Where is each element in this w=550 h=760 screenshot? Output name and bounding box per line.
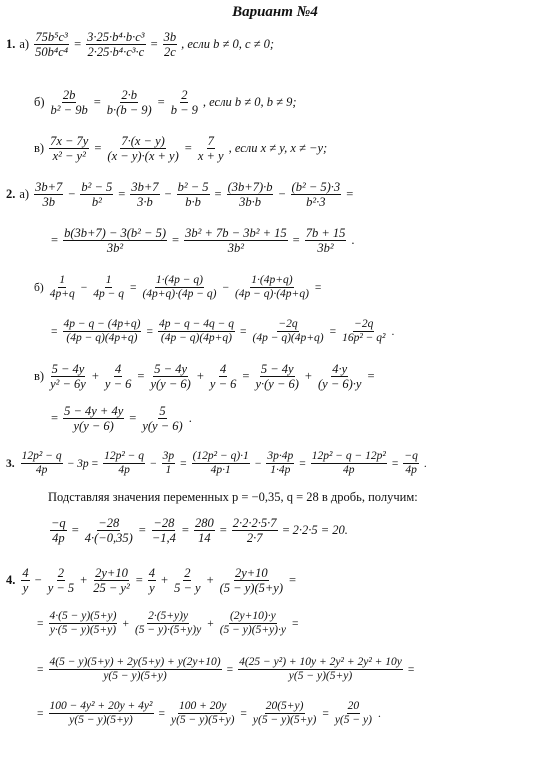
task1-a-row: 1. а) $\frac{\text{75b⁵c³}}{\text{50b⁴c⁴}}$ = $\frac{\text{3·25·b⁴·b·c³}}{\text{2·25·b⁴·c³·c}}$ = $\frac{3b}{2c}$ , если b ≠ 0, c ≠ 0; (6, 30, 275, 60)
fraction: $\frac{2b}{\text{b² − 9b}}$ (50, 88, 88, 118)
fraction: $\frac{5 - 4y}{y(y - 6)}$ (150, 362, 191, 392)
fraction: $\frac{3b}{2c}$ (163, 30, 177, 60)
task1-c-row: в) $\frac{7x - 7y}{\text{x² − y²}}$ = $\frac{7\cdot(x - y)}{(x - y)\cdot(x + y)}$ = $\frac{7}{x + y}$ , если x ≠ y, x ≠ −y; (34, 134, 328, 164)
task2-c-line2: = $\frac{5 - 4y + 4y}{y(y - 6)}$ = $\frac{5}{y(y - 6)}$ . (51, 404, 192, 434)
fraction: $\frac{4}{y}$ (22, 566, 29, 596)
fraction: $\frac{2}{5 - y}$ (174, 566, 201, 596)
task-number: 3. (6, 457, 15, 470)
fraction: $\frac{-2q}{\text{16p² − q²}}$ (342, 318, 386, 345)
fraction: $\frac{(2y+10)\cdot y}{(5 - y)(5+y)\cdot y}$ (219, 610, 286, 637)
fraction: $\frac{1}{4p+q}$ (49, 274, 75, 301)
fraction: $\frac{1\cdot(4p - q)}{(4p+q)\cdot(4p - q)}$ (142, 274, 217, 301)
fraction: $\frac{3p}{1}$ (162, 450, 175, 477)
page-title: Вариант №4 (232, 4, 318, 20)
fraction: $\frac{\text{b² − 5}}{b\cdot b}$ (177, 180, 209, 210)
part-label: б) (34, 95, 45, 110)
task4-line4: = $\frac{\text{100 − 4y² + 20y + 4y²}}{y(5 - y)(5+y)}$ = $\frac{100 + 20y}{y(5 - y)(5+y)}$ = $\frac{20(5+y)}{y(5 - y)(5+y)}$ = $\frac{20}{y(5 - y)}$ . (37, 700, 381, 727)
fraction: $\frac{\text{12p² − q}}{4p}$ (104, 450, 145, 477)
part-label: а) (19, 37, 30, 52)
fraction: $\frac{2\cdot 2\cdot 2\cdot 5\cdot 7}{2\cdot 7}$ (232, 516, 277, 546)
fraction: $\frac{\text{4(25 − y²) + 10y + 2y² + 2y² + 10y}}{y(5 - y)(5+y)}$ (239, 656, 402, 683)
fraction: $\frac{20(5+y)}{y(5 - y)(5+y)}$ (252, 700, 317, 727)
fraction: $\frac{\text{12p² − q − 12p²}}{4p}$ (311, 450, 386, 477)
fraction: $\frac{7\cdot(x - y)}{(x - y)\cdot(x + y)}$ (107, 134, 179, 164)
fraction: $\frac{(3b+7)\cdot b}{3b\cdot b}$ (227, 180, 273, 210)
task4-line3: = $\frac{4(5 - y)(5+y) + 2y(5+y) + y(2y+10)}{y(5 - y)(5+y)}$ = $\frac{\text{4(25 − y²) + 10y + 2y² + 2y² + 10y}}{y(5 - y)(5+y)}$ = (37, 656, 415, 683)
fraction: $\frac{5 - 4y + 4y}{y(y - 6)}$ (64, 404, 124, 434)
task2-a-line2: = $\frac{\text{b(3b+7) − 3(b² − 5)}}{\text{3b²}}$ = $\frac{\text{3b² + 7b − 3b² + 15}}{\text{3b²}}$ = $\frac{7b + 15}{\text{3b²}}$ . (51, 226, 355, 256)
fraction: $\frac{2}{b - 9}$ (170, 88, 198, 118)
fraction: $\frac{2y+10}{(5 - y)(5+y)}$ (219, 566, 284, 596)
fraction: $\frac{2\cdot b}{b\cdot(b - 9)}$ (106, 88, 152, 118)
fraction: $\frac{\text{b(3b+7) − 3(b² − 5)}}{\text{3b²}}$ (64, 226, 167, 256)
task-number: 1. (6, 37, 16, 52)
term: 3p (77, 457, 89, 470)
task1-b-row: б) $\frac{2b}{\text{b² − 9b}}$ = $\frac{2\cdot b}{b\cdot(b - 9)}$ = $\frac{2}{b - 9}$ , если b ≠ 0, b ≠ 9; (34, 88, 297, 118)
fraction: $\frac{4}{y - 6}$ (104, 362, 132, 392)
fraction: $\frac{4}{y}$ (148, 566, 156, 596)
fraction: $\frac{5 - 4y}{\text{y² − 6y}}$ (50, 362, 86, 392)
fraction: $\frac{3b+7}{3b}$ (35, 180, 63, 210)
fraction: $\frac{\text{(12p² − q)·1}}{4p\cdot 1}$ (192, 450, 249, 477)
fraction: $\frac{-2q}{(4p - q)(4p+q)}$ (252, 318, 324, 345)
fraction: $\frac{\text{75b⁵c³}}{\text{50b⁴c⁴}}$ (35, 30, 69, 60)
fraction: $\frac{2}{y - 5}$ (47, 566, 75, 596)
part-label: б) (34, 281, 44, 294)
fraction: $\frac{4\cdot(5 - y)(5+y)}{y\cdot(5 - y)(5+y)}$ (49, 610, 117, 637)
fraction: $\frac{\text{3·25·b⁴·b·c³}}{\text{2·25·b⁴·c³·c}}$ (87, 30, 145, 60)
fraction: $\frac{-q}{4p}$ (404, 450, 418, 477)
fraction: $\frac{3p\cdot 4p}{1\cdot 4p}$ (267, 450, 294, 477)
fraction: $\frac{7b + 15}{\text{3b²}}$ (305, 226, 346, 256)
result: 2·2·5 = 20. (292, 523, 348, 538)
fraction: $\frac{7}{x + y}$ (197, 134, 224, 164)
fraction: $\frac{-28}{4\cdot(-0,35)}$ (84, 516, 133, 546)
part-label: в) (34, 369, 45, 384)
fraction: $\frac{100 + 20y}{y(5 - y)(5+y)}$ (171, 700, 235, 727)
condition: , если x ≠ y, x ≠ −y; (228, 141, 328, 156)
fraction: $\frac{20}{y(5 - y)}$ (334, 700, 372, 727)
task2-a-line1: 2. а) $\frac{3b+7}{3b}$ − $\frac{\text{b² − 5}}{\text{b²}}$ = $\frac{3b+7}{3\cdot b}$ − $\frac{\text{b² − 5}}{b\cdot b}$ = $\frac{(3b+7)\cdot b}{3b\cdot b}$ − $\frac{\text{(b² − 5)·3}}{\text{b²·3}}$ = (6, 180, 354, 210)
fraction: $\frac{4p - q - 4q - q}{(4p - q)(4p+q)}$ (158, 318, 234, 345)
task3-line1: 3. $\frac{\text{12p² − q}}{4p}$ − 3p = $\frac{\text{12p² − q}}{4p}$ − $\frac{3p}{1}$ = $\frac{\text{(12p² − q)·1}}{4p\cdot 1}$ − $\frac{3p\cdot 4p}{1\cdot 4p}$ = $\frac{\text{12p² − q − 12p²}}{4p}$ = $\frac{-q}{4p}$ . (6, 450, 427, 477)
fraction: $\frac{\text{100 − 4y² + 20y + 4y²}}{y(5 - y)(5+y)}$ (49, 700, 153, 727)
fraction: $\frac{4\cdot y}{(y - 6)\cdot y}$ (317, 362, 362, 392)
fraction: $\frac{-q}{4p}$ (51, 516, 66, 546)
part-label: в) (34, 141, 45, 156)
task2-b-line1: б) $\frac{1}{4p+q}$ − $\frac{1}{4p - q}$ = $\frac{1\cdot(4p - q)}{(4p+q)\cdot(4p - q)}$ − $\frac{1\cdot(4p+q)}{(4p - q)\cdot(4p+q)}$ = (34, 274, 322, 301)
fraction: $\frac{1}{4p - q}$ (93, 274, 124, 301)
task4-line1: 4. $\frac{4}{y}$ − $\frac{2}{y - 5}$ + $\frac{2y+10}{\text{25 − y²}}$ = $\frac{4}{y}$ + $\frac{2}{5 - y}$ + $\frac{2y+10}{(5 - y)(5+y)}$ = (6, 566, 297, 596)
task2-b-line2: = $\frac{4p - q - (4p+q)}{(4p - q)(4p+q)}$ = $\frac{4p - q - 4q - q}{(4p - q)(4p+q)}$ = $\frac{-2q}{(4p - q)(4p+q)}$ = $\frac{-2q}{\text{16p² − q²}}$ . (51, 318, 395, 345)
fraction: $\frac{1\cdot(4p+q)}{(4p - q)\cdot(4p+q)}$ (234, 274, 309, 301)
condition: , если b ≠ 0, b ≠ 9; (202, 95, 297, 110)
fraction: $\frac{\text{12p² − q}}{4p}$ (21, 450, 62, 477)
fraction: $\frac{3b+7}{3\cdot b}$ (131, 180, 159, 210)
fraction: $\frac{4p - q - (4p+q)}{(4p - q)(4p+q)}$ (63, 318, 141, 345)
substitution-text: Подставляя значения переменных p = −0,35, q = 28 в дробь, получим: (48, 490, 418, 504)
fraction: $\frac{5 - 4y}{y\cdot(y - 6)}$ (255, 362, 299, 392)
fraction: $\frac{-28}{-1,4}$ (151, 516, 176, 546)
fraction: $\frac{\text{b² − 5}}{\text{b²}}$ (81, 180, 113, 210)
part-label: а) (19, 187, 30, 202)
fraction: $\frac{\text{3b² + 7b − 3b² + 15}}{\text{3b²}}$ (185, 226, 287, 256)
fraction: $\frac{4(5 - y)(5+y) + 2y(5+y) + y(2y+10)}{y(5 - y)(5+y)}$ (49, 656, 221, 683)
fraction: $\frac{7x - 7y}{\text{x² − y²}}$ (50, 134, 89, 164)
task2-c-line1: в) $\frac{5 - 4y}{\text{y² − 6y}}$ + $\frac{4}{y - 6}$ = $\frac{5 - 4y}{y(y - 6)}$ + $\frac{4}{y - 6}$ = $\frac{5 - 4y}{y\cdot(y - 6)}$ + $\frac{4\cdot y}{(y - 6)\cdot y}$ = (34, 362, 375, 392)
task-number: 2. (6, 187, 16, 202)
task-number: 4. (6, 573, 16, 588)
task4-line2: = $\frac{4\cdot(5 - y)(5+y)}{y\cdot(5 - y)(5+y)}$ + $\frac{2\cdot(5+y)y}{(5 - y)\cdot(5+y)y}$ + $\frac{(2y+10)\cdot y}{(5 - y)(5+y)\cdot y}$ = (37, 610, 299, 637)
task3-line2: $\frac{-q}{4p}$ = $\frac{-28}{4\cdot(-0,35)}$ = $\frac{-28}{-1,4}$ = $\frac{280}{14}$ = $\frac{2\cdot 2\cdot 2\cdot 5\cdot 7}{2\cdot 7}$ = 2·2·5 = 20. (51, 516, 348, 546)
fraction: $\frac{4}{y - 6}$ (209, 362, 237, 392)
fraction: $\frac{2\cdot(5+y)y}{(5 - y)\cdot(5+y)y}$ (134, 610, 202, 637)
fraction: $\frac{\text{(b² − 5)·3}}{\text{b²·3}}$ (291, 180, 341, 210)
condition: , если b ≠ 0, c ≠ 0; (181, 37, 275, 52)
fraction: $\frac{5}{y(y - 6)}$ (142, 404, 183, 434)
fraction: $\frac{2y+10}{\text{25 − y²}}$ (93, 566, 130, 596)
fraction: $\frac{280}{14}$ (194, 516, 214, 546)
